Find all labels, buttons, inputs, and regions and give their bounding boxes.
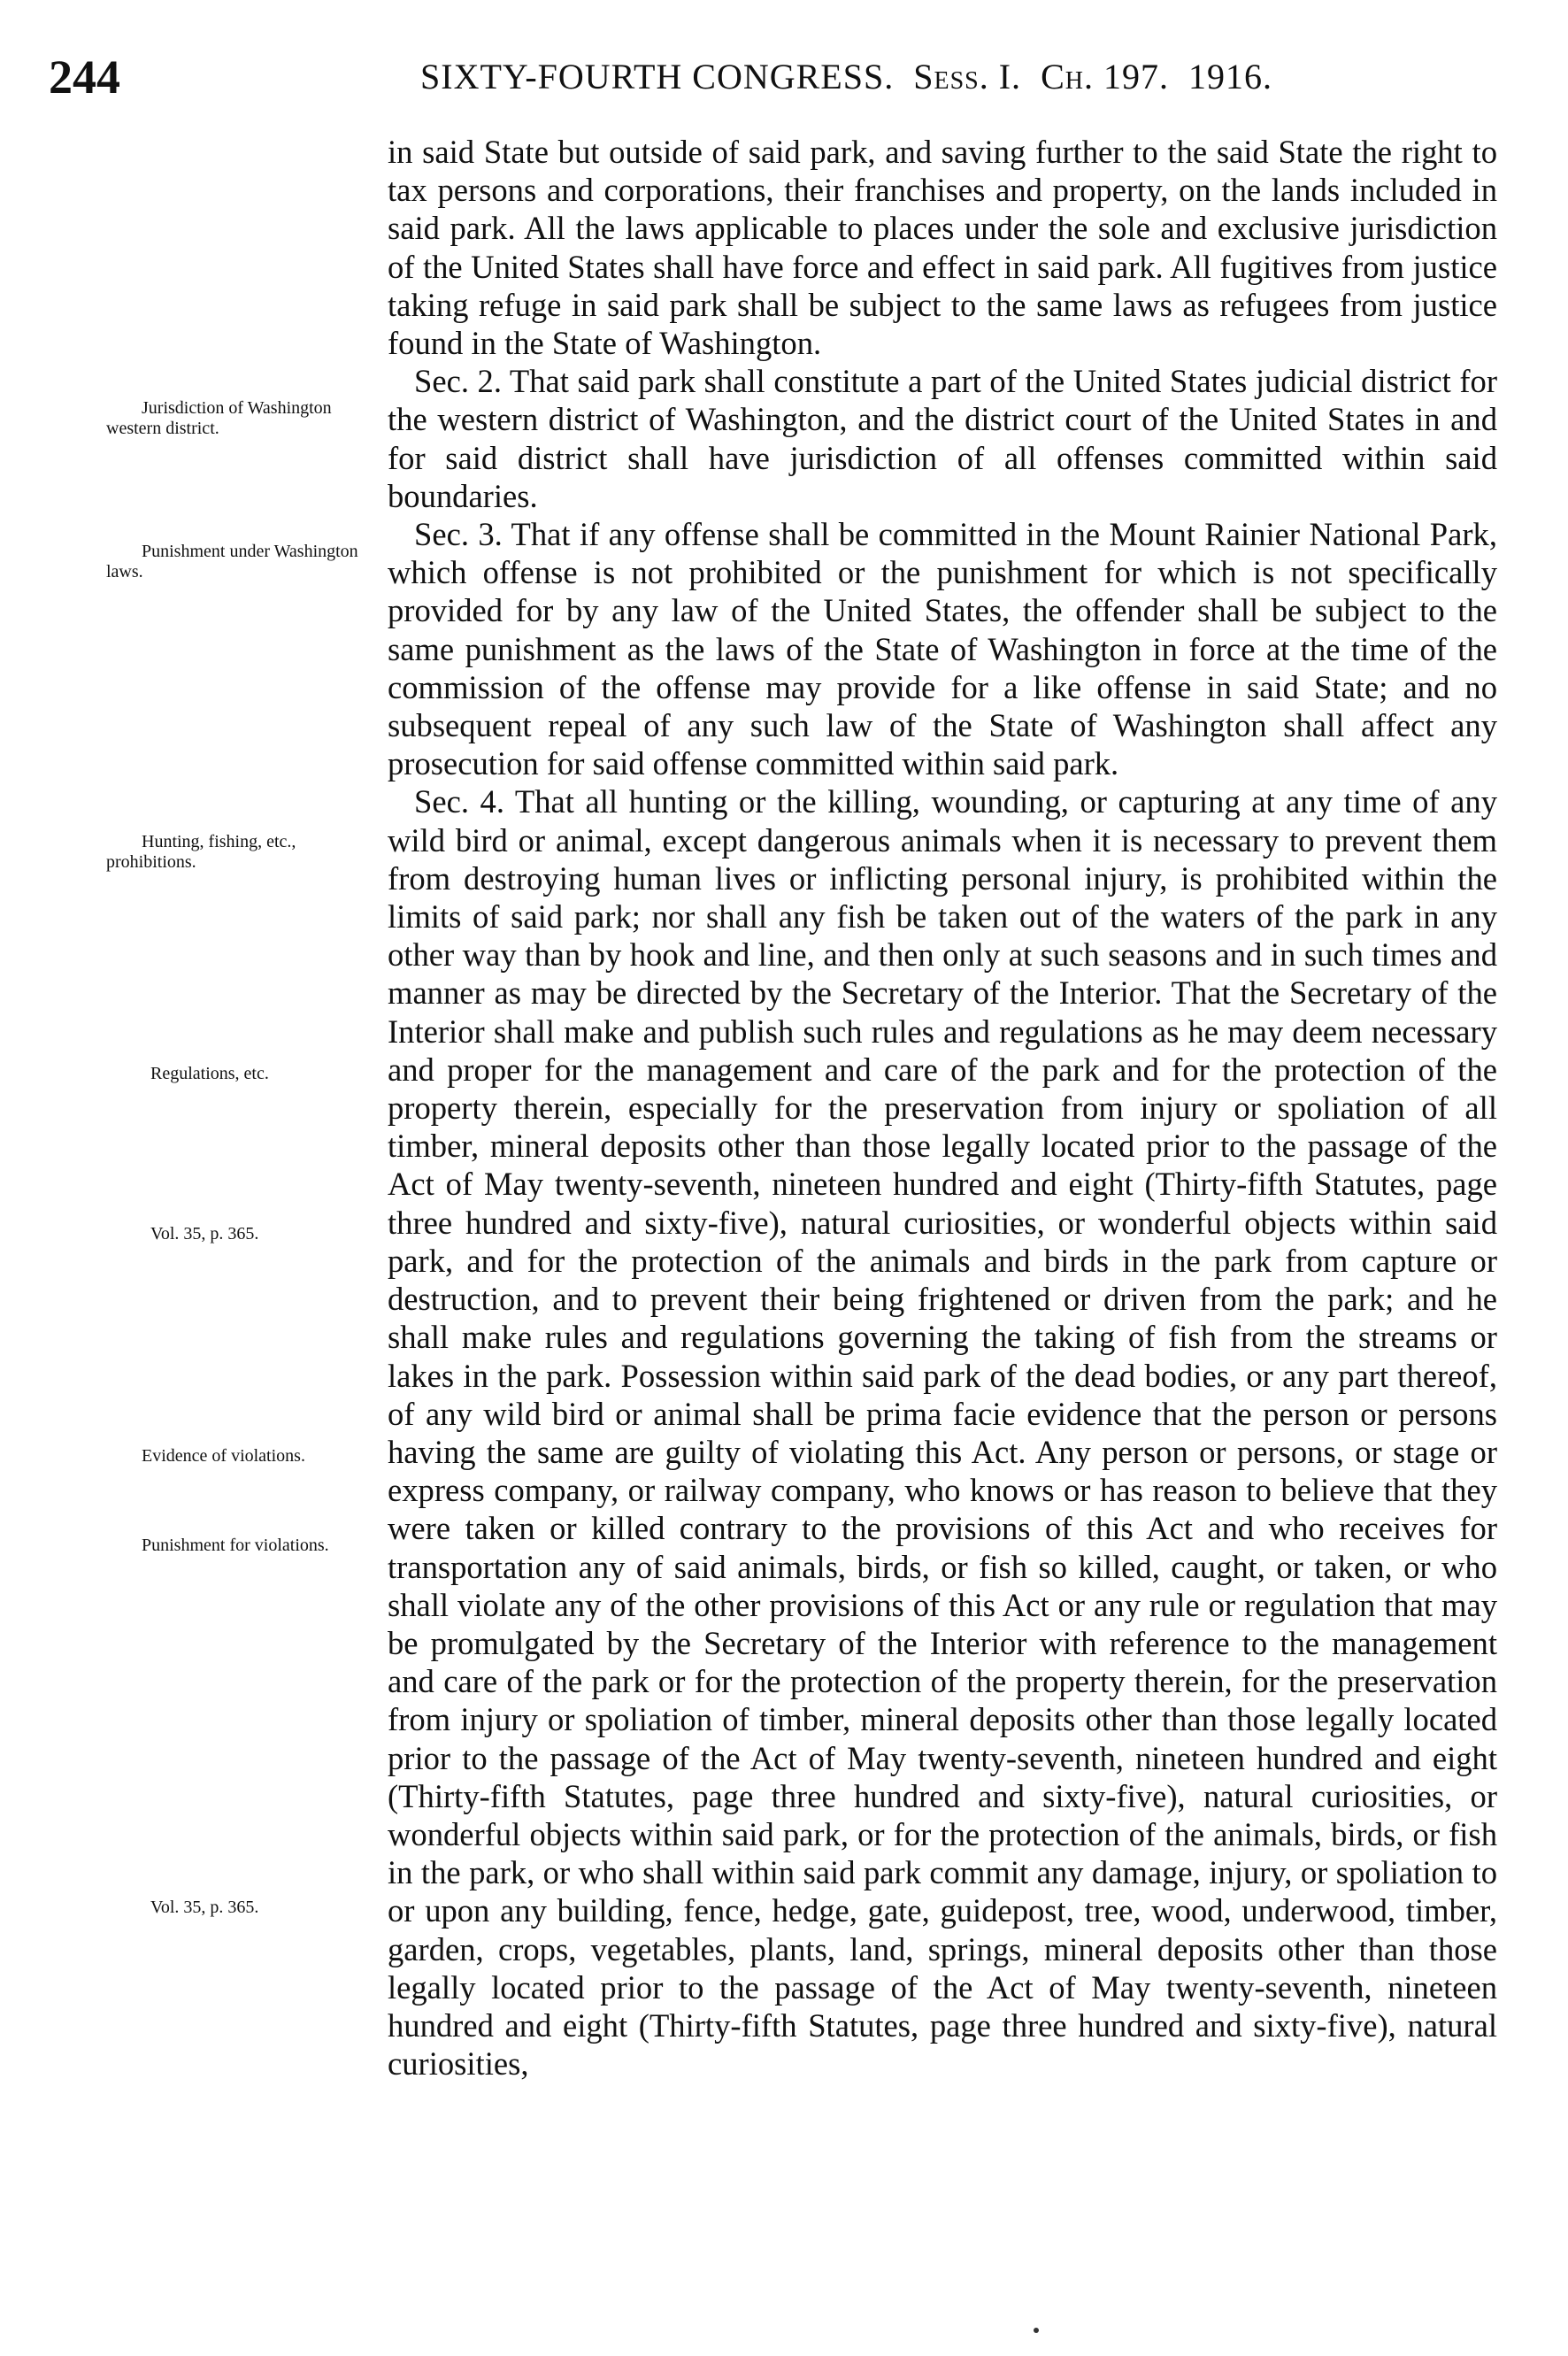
margin-note-regulations: Regulations, etc. [150, 1064, 269, 1083]
paragraph-section-4: Sec. 4. That all hunting or the killing, wounding, or capturing at any time of any wild bird or animal, except dangerous animals when it is necessary to prevent them from destroying human lives or inflicting personal injury, is prohibited within the limits of said park; nor shall any fish be taken out of the waters of the park in any other way than by hook and line, and then only at such seasons and in such times and manner as may be directed by the Secretary of the Interior. That the Secretary of the Interior shall make and publish such rules and regulations as he may deem necessary and proper for the management and care of the park and for the protection of the property therein, especially for the preservation from injury or spoliation of all timber, mineral deposits other than those legally located prior to the passage of the Act of May twenty-seventh, nineteen hundred and eight (Thirty-fifth Statutes, page three hundred and sixty-five), natural curiosities, or wonderful objects within said park, and for the protection of the animals and birds in the park from capture or destruction, and to prevent their being frightened or driven from the park; and he shall make rules and regulations governing the taking of fish from the streams or lakes in the park. Possession within said park of the dead bodies, or any part thereof, of any wild bird or animal shall be prima facie evidence that the person or persons having the same are guilty of violating this Act. Any person or persons, or stage or express company, or railway company, who knows or has reason to believe that they were taken or killed contrary to the provisions of this Act and who receives for transportation any of said animals, birds, or fish so killed, caught, or taken, or who shall violate any of the other provisions of this Act or any rule or regulation that may be promulgated by the Secretary of the Interior with reference to the management and care of the park or for the protection of the property therein, for the preservation from injury or spoliation of timber, mineral deposits other than those legally located prior to the passage of the Act of May twenty-seventh, nineteen hundred and eight (Thirty-fifth Statutes, page three hundred and sixty-five), natural curiosities, or wonderful objects within said park, or for the protection of the animals, birds, or fish in the park, or who shall within said park commit any damage, injury, or spoliation to or upon any building, fence, hedge, gate, guidepost, tree, wood, underwood, timber, garden, crops, vegetables, plants, land, springs, mineral deposits other than those legally located prior to the passage of the Act of May twenty-seventh, nineteen hundred and eight (Thirty-fifth Statutes, page three hundred and sixty-five), natural curiosities, [388, 783, 1497, 2083]
running-head [420, 46, 1272, 108]
margin-note-punishment-violations: Punishment for violations. [142, 1536, 329, 1555]
chapter-label: Ch. 197. [1041, 57, 1169, 96]
margin-note-punishment: Punishment under Washington laws. [106, 542, 358, 581]
margin-note-volume: Vol. 35, p. 365. [150, 1898, 259, 1917]
margin-note-jurisdiction: Jurisdiction of Washington western district. [106, 398, 332, 438]
margin-note-volume: Vol. 35, p. 365. [150, 1224, 259, 1243]
margin-note-hunting: Hunting, fishing, etc., prohibitions. [106, 832, 296, 872]
page-header [49, 46, 1495, 108]
statute-text [388, 133, 1497, 2083]
paragraph-continuation: in said State but outside of said park, and saving further to the said State the right to tax persons and corporations, their franchises and property, on the lands included in said park. All the laws applicable to places under the sole and exclusive jurisdiction of the United States shall have force and effect in said park. All fugitives from justice taking refuge in said park shall be subject to the same laws as refugees from justice found in the State of Washington. [388, 134, 1497, 362]
paragraph-section-2: Sec. 2. That said park shall constitute a part of the United States judicial district for the western district of Washington, and the district court of the United States in and for said district shall have jurisdiction of all offenses committed within said boundaries. [388, 363, 1497, 514]
page-number: 244 [49, 50, 120, 104]
margin-note-evidence: Evidence of violations. [142, 1446, 305, 1466]
print-speck [1034, 2328, 1039, 2333]
congress-title: SIXTY-FOURTH CONGRESS. [420, 57, 895, 96]
paragraph-section-3: Sec. 3. That if any offense shall be committed in the Mount Rainier National Park, which offense is not prohibited or the punishment for which is not specifically provided for by any law of the United States, the offender shall be subject to the same punishment as the laws of the State of Washington in force at the time of the commission of the offense may provide for a like offense in said State; and no subsequent repeal of any such law of the State of Washington shall affect any prosecution for said offense committed within said park. [388, 516, 1497, 782]
session-label: Sess. I. [913, 57, 1022, 96]
year-label: 1916. [1188, 57, 1272, 96]
